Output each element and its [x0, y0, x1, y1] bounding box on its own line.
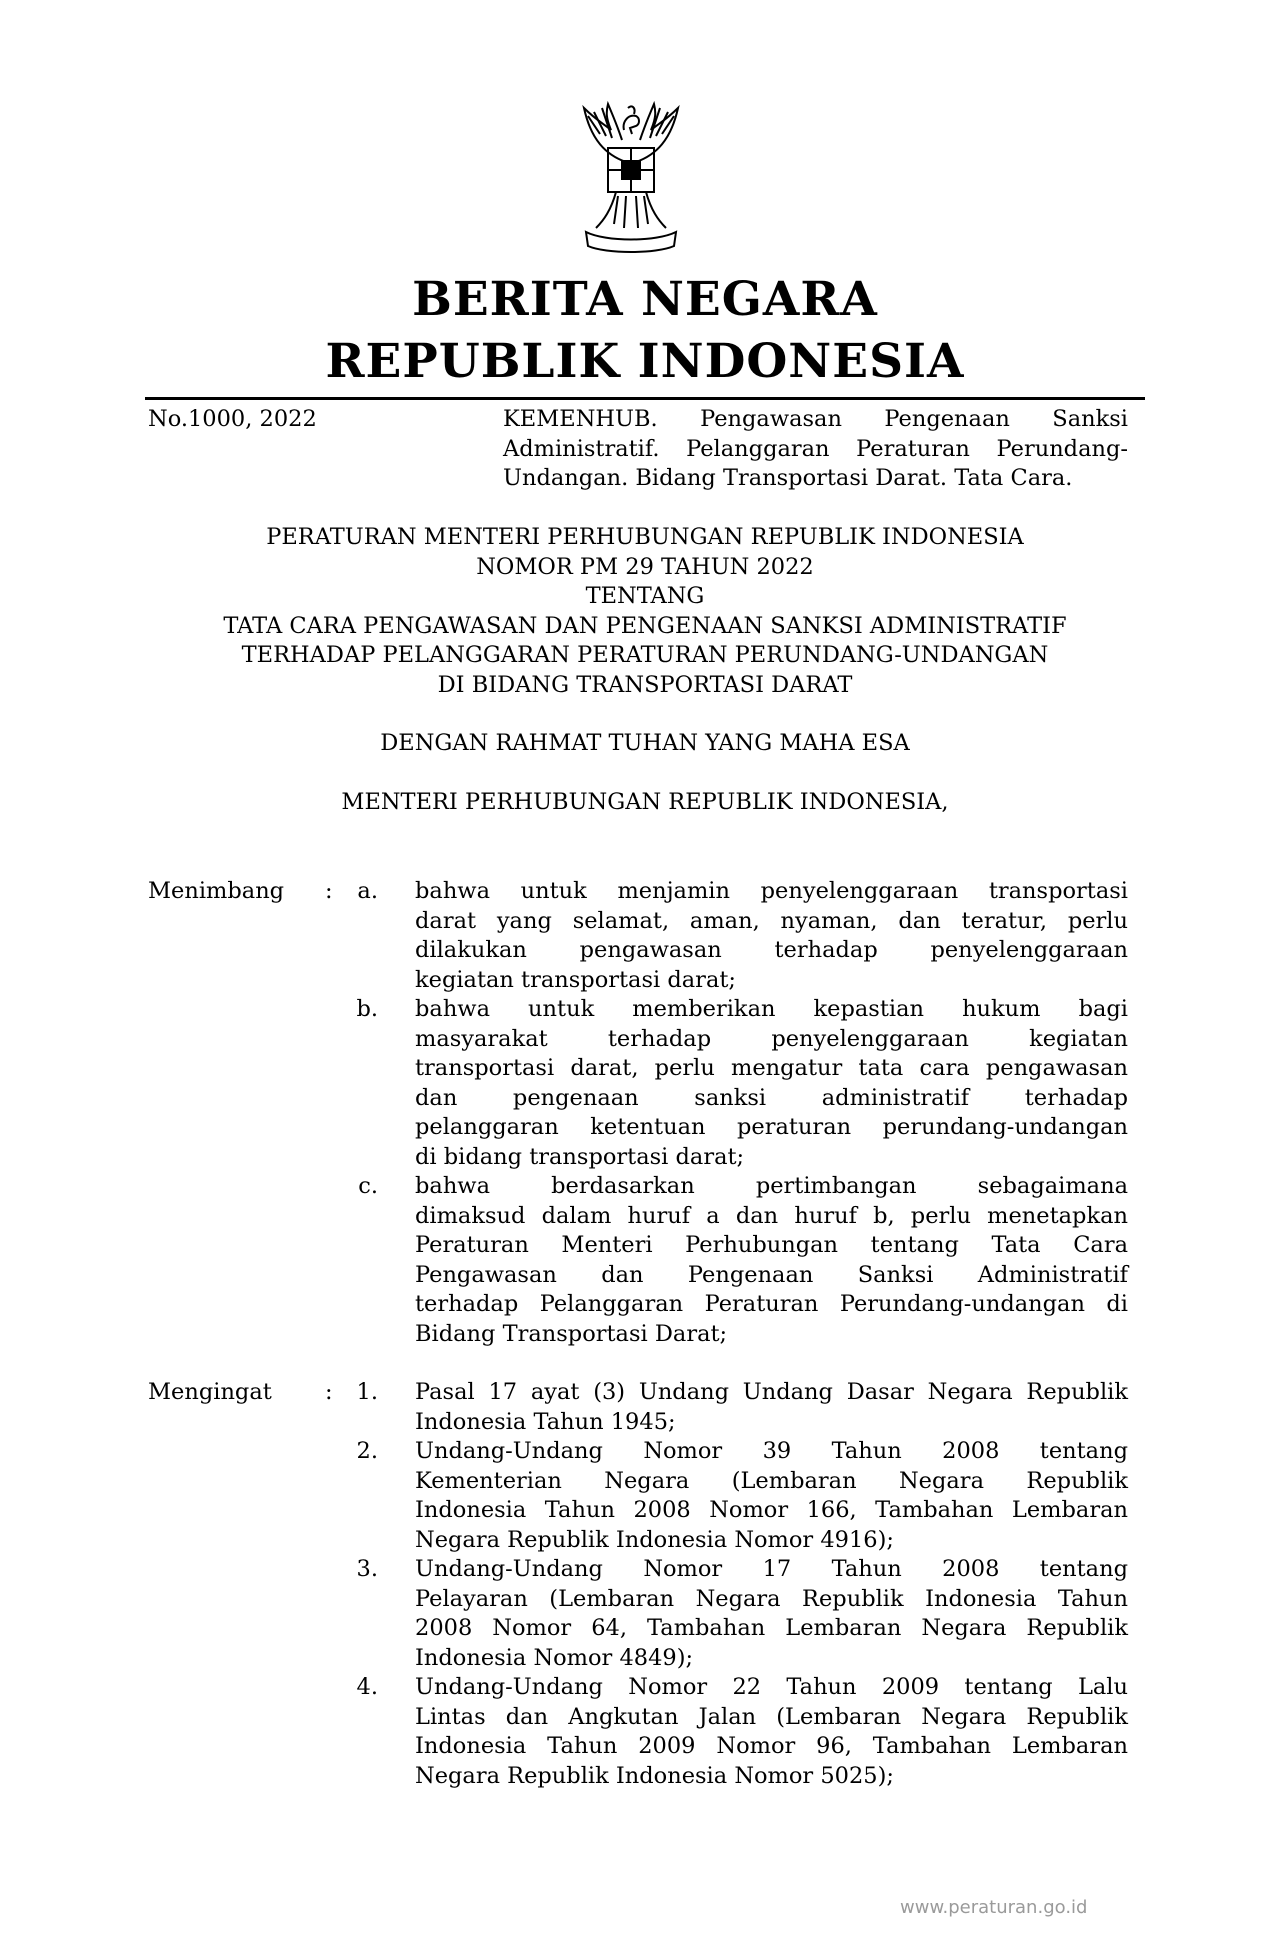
topic-line: KEMENHUB. Pengawasan Pengenaan Sanksi [503, 406, 1128, 432]
mengingat-colon: : [325, 1379, 333, 1405]
item-line: darat yang selamat, aman, nyaman, dan teratur, perlu [415, 907, 1128, 934]
topic-line: Undangan. Bidang Transportasi Darat. Tata Cara. [503, 465, 1073, 491]
item-line: Undang-Undang Nomor 39 Tahun 2008 tentang [415, 1438, 1128, 1464]
item-marker: 4. [356, 1674, 378, 1700]
masthead-title-line-2: REPUBLIK INDONESIA [325, 334, 965, 389]
item-line: masyarakat terhadap penyelenggaraan kegiatan [415, 1025, 1128, 1052]
item-line: Peraturan Menteri Perhubungan tentang Tata Cara [415, 1232, 1128, 1258]
item-marker: 1. [356, 1379, 378, 1405]
minister-heading: MENTERI PERHUBUNGAN REPUBLIK INDONESIA, [341, 789, 949, 815]
regulation-title-line: TATA CARA PENGAWASAN DAN PENGENAAN SANKSI ADMINISTRATIF [223, 612, 1067, 639]
item-line: pelanggaran ketentuan peraturan perundang-undangan [415, 1114, 1128, 1140]
item-line: dimaksud dalam huruf a dan huruf b, perlu menetapkan [415, 1202, 1128, 1229]
item-marker: 3. [356, 1556, 378, 1582]
topic-line: Administratif. Pelanggaran Peraturan Perundang- [503, 435, 1128, 462]
regulation-title-line: PERATURAN MENTERI PERHUBUNGAN REPUBLIK INDONESIA [266, 524, 1024, 550]
item-line: bahwa berdasarkan pertimbangan sebagaimana [415, 1173, 1128, 1199]
item-line: Undang-Undang Nomor 17 Tahun 2008 tentang [415, 1556, 1128, 1582]
item-line: Pengawasan dan Pengenaan Sanksi Administratif [415, 1261, 1128, 1288]
item-line: bahwa untuk menjamin penyelenggaraan transportasi [415, 878, 1128, 904]
item-line: Indonesia Nomor 4849); [415, 1644, 694, 1671]
item-line: Indonesia Tahun 2008 Nomor 166, Tambahan Lembaran [415, 1497, 1128, 1523]
item-line: transportasi darat, perlu mengatur tata cara pengawasan [415, 1055, 1128, 1081]
item-text [415, 1673, 1128, 1791]
invocation: DENGAN RAHMAT TUHAN YANG MAHA ESA [380, 730, 910, 756]
footer-url: www.peraturan.go.id [900, 1897, 1088, 1918]
item-line: dan pengenaan sanksi administratif terhadap [415, 1084, 1128, 1111]
item-text [415, 1555, 1128, 1673]
regulation-title-block [145, 523, 1145, 700]
regulation-title-line: TERHADAP PELANGGARAN PERATURAN PERUNDANG-UNDANGAN [241, 642, 1049, 668]
item-text [415, 995, 1128, 1172]
item-text [415, 1172, 1128, 1349]
item-line: kegiatan transportasi darat; [415, 966, 736, 993]
item-line: Negara Republik Indonesia Nomor 4916); [415, 1526, 894, 1553]
item-text [415, 1437, 1128, 1555]
gazette-topic [503, 405, 1128, 494]
item-text [415, 1378, 1128, 1437]
regulation-title-line: DI BIDANG TRANSPORTASI DARAT [437, 671, 853, 698]
item-marker: a. [357, 878, 378, 904]
regulation-title-line: TENTANG [585, 583, 705, 609]
item-text [415, 877, 1128, 995]
item-line: Lintas dan Angkutan Jalan (Lembaran Negara Republik [415, 1703, 1128, 1730]
item-line: Bidang Transportasi Darat; [415, 1320, 728, 1347]
masthead-divider [145, 397, 1145, 400]
item-line: di bidang transportasi darat; [415, 1143, 745, 1170]
mengingat-label: Mengingat [148, 1379, 272, 1405]
item-line: dilakukan pengawasan terhadap penyelenggaraan [415, 937, 1128, 963]
regulation-title-line: NOMOR PM 29 TAHUN 2022 [476, 553, 814, 580]
item-line: 2008 Nomor 64, Tambahan Lembaran Negara Republik [415, 1615, 1128, 1641]
item-line: Pelayaran (Lembaran Negara Republik Indonesia Tahun [415, 1585, 1128, 1612]
item-marker: c. [358, 1173, 378, 1199]
item-line: terhadap Pelanggaran Peraturan Perundang-undangan di [415, 1291, 1128, 1317]
item-line: bahwa untuk memberikan kepastian hukum bagi [415, 996, 1128, 1022]
item-line: Indonesia Tahun 2009 Nomor 96, Tambahan Lembaran [415, 1733, 1128, 1759]
item-line: Kementerian Negara (Lembaran Negara Republik [415, 1467, 1128, 1494]
item-line: Undang-Undang Nomor 22 Tahun 2009 tentang Lalu [415, 1674, 1128, 1700]
garuda-emblem-icon [556, 100, 706, 260]
menimbang-label: Menimbang [148, 878, 285, 904]
item-line: Pasal 17 ayat (3) Undang Undang Dasar Negara Republik [415, 1379, 1128, 1405]
item-line: Indonesia Tahun 1945; [415, 1408, 676, 1435]
item-line: Negara Republik Indonesia Nomor 5025); [415, 1762, 894, 1789]
gazette-number: No.1000, 2022 [148, 406, 317, 432]
masthead-title-line-1: BERITA NEGARA [412, 272, 878, 327]
item-marker: 2. [356, 1438, 378, 1464]
menimbang-colon: : [325, 878, 333, 904]
item-marker: b. [356, 996, 378, 1022]
